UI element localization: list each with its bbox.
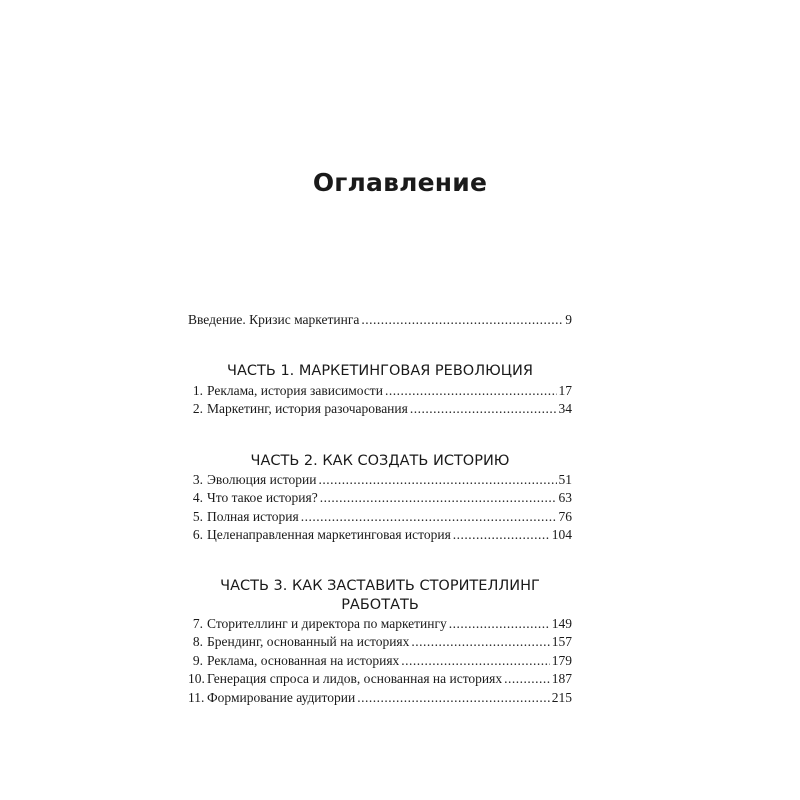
toc-entry-page: 76 [558,509,572,524]
toc-entry-6[interactable] [188,527,572,545]
toc-entry-3[interactable] [188,472,572,490]
toc-entry-label: Эволюция истории [207,472,317,487]
toc-entry-label: Сторителлинг и директора по маркетингу [207,616,447,631]
toc-entry-11[interactable] [188,690,572,708]
toc-entry-10[interactable] [188,671,572,689]
toc-entry-label: Маркетинг, история разочарования [207,401,408,416]
toc-entry-number: 4. [192,490,203,505]
toc-entry-label: Реклама, история зависимости [207,383,383,398]
toc-entry-label: Что такое история? [207,490,318,505]
toc-entry-label: Полная история [207,509,299,524]
toc-entry-page: 179 [551,653,572,668]
toc-entry-page: 187 [551,671,572,686]
toc-entry-page: 9 [565,312,572,327]
part-heading-1: ЧАСТЬ 1. МАРКЕТИНГОВАЯ РЕВОЛЮЦИЯ [227,363,533,379]
toc-entry-5[interactable] [188,509,572,527]
toc-entry-9[interactable] [188,653,572,671]
toc-entry-number: 10. [188,671,205,686]
leader-dots [449,616,550,632]
toc-entry-number: 6. [192,527,203,542]
toc-entry-page: 157 [551,634,572,649]
toc-entry-page: 215 [551,690,572,705]
leader-dots [411,634,549,650]
toc-entry-label: Формирование аудитории [207,690,356,705]
toc-entry-intro[interactable] [188,312,572,330]
toc-entry-2[interactable] [188,401,572,419]
leader-dots [357,690,550,706]
toc-entry-number: 2. [192,401,203,416]
leader-dots [361,312,563,328]
leader-dots [301,509,557,525]
toc-entry-page: 104 [551,527,572,542]
page-title: Оглавление [312,168,488,197]
toc-entry-label: Брендинг, основанный на историях [207,634,410,649]
toc-entry-page: 51 [558,472,572,487]
toc-entry-4[interactable] [188,490,572,508]
leader-dots [320,490,557,506]
toc-entry-number: 5. [192,509,203,524]
toc-entry-label: Введение. Кризис маркетинга [188,312,360,327]
leader-dots [504,671,550,687]
toc-entry-number: 11. [188,690,205,705]
toc-entry-page: 17 [558,383,572,398]
part-heading-2: ЧАСТЬ 2. КАК СОЗДАТЬ ИСТОРИЮ [250,453,510,469]
toc-entry-1[interactable] [188,383,572,401]
toc-entry-page: 34 [558,401,572,416]
toc-entry-7[interactable] [188,616,572,634]
toc-entry-number: 1. [192,383,203,398]
leader-dots [319,472,557,488]
toc-entry-8[interactable] [188,634,572,652]
toc-entry-number: 3. [192,472,203,487]
toc-entry-label: Реклама, основанная на историях [207,653,400,668]
toc-entry-number: 8. [192,634,203,649]
toc-entry-label: Целенаправленная маркетинговая история [207,527,451,542]
toc-entry-number: 7. [192,616,203,631]
part-heading-3-line-1: ЧАСТЬ 3. КАК ЗАСТАВИТЬ СТОРИТЕЛЛИНГ [220,578,540,594]
leader-dots [410,401,557,417]
toc-entry-page: 63 [558,490,572,505]
part-heading-3-line-2: РАБОТАТЬ [341,597,419,613]
toc-entry-page: 149 [551,616,572,631]
leader-dots [385,383,557,399]
toc-entry-number: 9. [192,653,203,668]
leader-dots [453,527,550,543]
toc-entry-label: Генерация спроса и лидов, основанная на историях [207,671,503,686]
leader-dots [401,653,549,669]
